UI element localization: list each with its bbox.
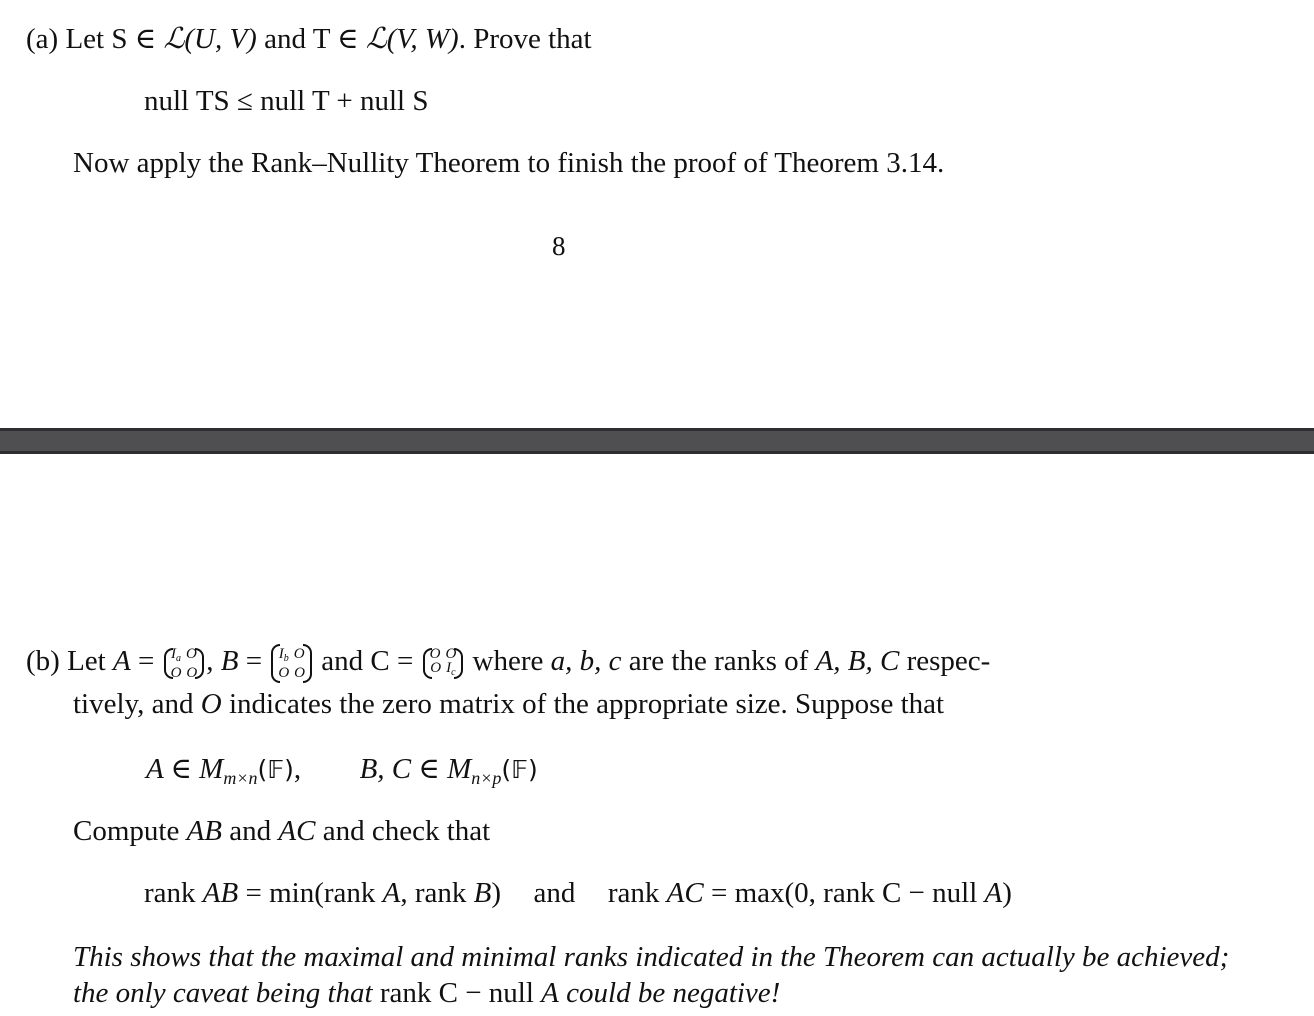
symbol-A: A bbox=[112, 645, 131, 677]
map-S: S bbox=[111, 23, 128, 55]
matrix-A-cell: $I_a$ bbox=[170, 645, 181, 664]
matrix-B-cell: O bbox=[293, 645, 305, 662]
check-text: and check that bbox=[322, 815, 491, 847]
equals-sign: = bbox=[137, 645, 155, 677]
inequality-rhs-2: null S bbox=[360, 85, 429, 117]
space-pair-vw: (V, W) bbox=[386, 23, 459, 55]
compute-instruction bbox=[73, 814, 490, 848]
equals-sign-3: = bbox=[396, 645, 414, 677]
part-a-statement bbox=[26, 22, 592, 56]
and-word: and bbox=[264, 23, 306, 55]
rank-equations bbox=[144, 876, 1012, 910]
symbol-B: B bbox=[220, 645, 239, 677]
equals-sign-2: = bbox=[245, 645, 263, 677]
linear-maps-symbol-2: ℒ bbox=[365, 23, 387, 55]
caveat-ending: could be negative! bbox=[566, 977, 781, 1009]
plus-symbol: + bbox=[336, 85, 353, 117]
product-AB: AB bbox=[186, 815, 223, 847]
BC-membership: B, C ∈ M bbox=[359, 753, 472, 785]
part-b-statement-line-2 bbox=[73, 687, 944, 721]
A-membership: A ∈ M bbox=[146, 753, 224, 785]
rank-comma: , rank bbox=[400, 877, 467, 909]
close-paren-2: ) bbox=[1002, 877, 1012, 909]
matrix-membership bbox=[146, 752, 538, 795]
let-word-b: Let bbox=[67, 645, 106, 677]
closing-remark-line-1: This shows that the maximal and minimal ranks indicated in the Theorem can actually be achieved; bbox=[73, 941, 1230, 973]
caveat-expression: rank C − null bbox=[379, 977, 534, 1009]
matrix-A-cell: O bbox=[185, 645, 197, 662]
page-number: 8 bbox=[552, 231, 566, 261]
rank-word-2: rank bbox=[607, 877, 660, 909]
part-a-label: (a) bbox=[26, 23, 59, 55]
matrix-C-cell: O bbox=[430, 659, 442, 676]
rank-AC: AC bbox=[666, 877, 704, 909]
matrix-B-cell: O bbox=[278, 664, 290, 681]
null-A: A bbox=[984, 877, 1003, 909]
rank-word: rank bbox=[144, 877, 196, 909]
compute-word: Compute bbox=[73, 815, 180, 847]
caveat-A: A bbox=[541, 977, 559, 1009]
rank-B: B bbox=[473, 877, 492, 909]
element-of-symbol: ∈ bbox=[134, 23, 157, 55]
linear-maps-symbol: ℒ bbox=[163, 23, 185, 55]
map-T: T bbox=[312, 23, 330, 55]
part-b-label: (b) bbox=[26, 645, 60, 677]
let-word: Let bbox=[65, 23, 105, 55]
field-symbol-2: (𝔽) bbox=[501, 755, 538, 784]
matrix-C bbox=[423, 647, 464, 680]
matrix-C-cell: O bbox=[429, 645, 441, 662]
max-expression: = max(0, rank C − null bbox=[710, 877, 978, 909]
matrix-B-cell: O bbox=[294, 664, 306, 681]
space-pair-uv: (U, V) bbox=[184, 23, 257, 55]
and-word-d: and bbox=[533, 877, 576, 909]
inequality-rhs-1: null T bbox=[260, 85, 330, 117]
rank-A: A bbox=[382, 877, 401, 909]
matrix-A-cell: O bbox=[170, 664, 182, 681]
rank-symbols-abc: a, b, c bbox=[550, 645, 622, 677]
tively-text: tively, and bbox=[73, 688, 194, 720]
and-word-c: and bbox=[229, 815, 272, 847]
product-AC: AC bbox=[278, 815, 316, 847]
matrix-B bbox=[271, 647, 312, 680]
part-b-statement-line-1 bbox=[26, 644, 990, 680]
A-dimension: m×n bbox=[223, 768, 258, 788]
matrix-A-cell: O bbox=[186, 664, 198, 681]
ranks-text: are the ranks of bbox=[628, 645, 809, 677]
matrix-C-cell: O bbox=[445, 645, 457, 662]
part-a-follow-up: Now apply the Rank–Nullity Theorem to finish the proof of Theorem 3.14. bbox=[73, 147, 945, 179]
matrix-B-cell: $I_b$ bbox=[278, 645, 289, 664]
and-word-b: and bbox=[321, 645, 364, 677]
page-separator bbox=[0, 428, 1314, 454]
matrix-A bbox=[164, 647, 205, 680]
nullity-inequality bbox=[144, 84, 429, 118]
min-expression: = min(rank bbox=[245, 877, 376, 909]
zero-matrix-symbol: O bbox=[200, 688, 222, 720]
rank-AB: AB bbox=[202, 877, 239, 909]
respec-hyphenated: respec- bbox=[906, 645, 991, 677]
where-word: where bbox=[472, 645, 544, 677]
matrix-C-cell: $I_c$ bbox=[446, 659, 456, 678]
zero-matrix-description: indicates the zero matrix of the appropriate size. Suppose that bbox=[228, 688, 945, 720]
matrices-ABC: A, B, C bbox=[815, 645, 900, 677]
closing-remark-line-2 bbox=[73, 976, 780, 1010]
BC-dimension: n×p bbox=[471, 768, 502, 788]
field-symbol: (𝔽) bbox=[257, 755, 294, 784]
symbol-C: C bbox=[370, 645, 390, 677]
element-of-symbol-2: ∈ bbox=[337, 23, 359, 55]
inequality-lhs: null TS bbox=[144, 85, 230, 117]
le-symbol: ≤ bbox=[236, 85, 253, 117]
caveat-text: the only caveat being that bbox=[73, 977, 373, 1009]
comma: , bbox=[206, 645, 214, 677]
close-paren: ) bbox=[491, 877, 502, 909]
prove-that-text: . Prove that bbox=[458, 23, 592, 55]
membership-comma: , bbox=[293, 753, 302, 785]
